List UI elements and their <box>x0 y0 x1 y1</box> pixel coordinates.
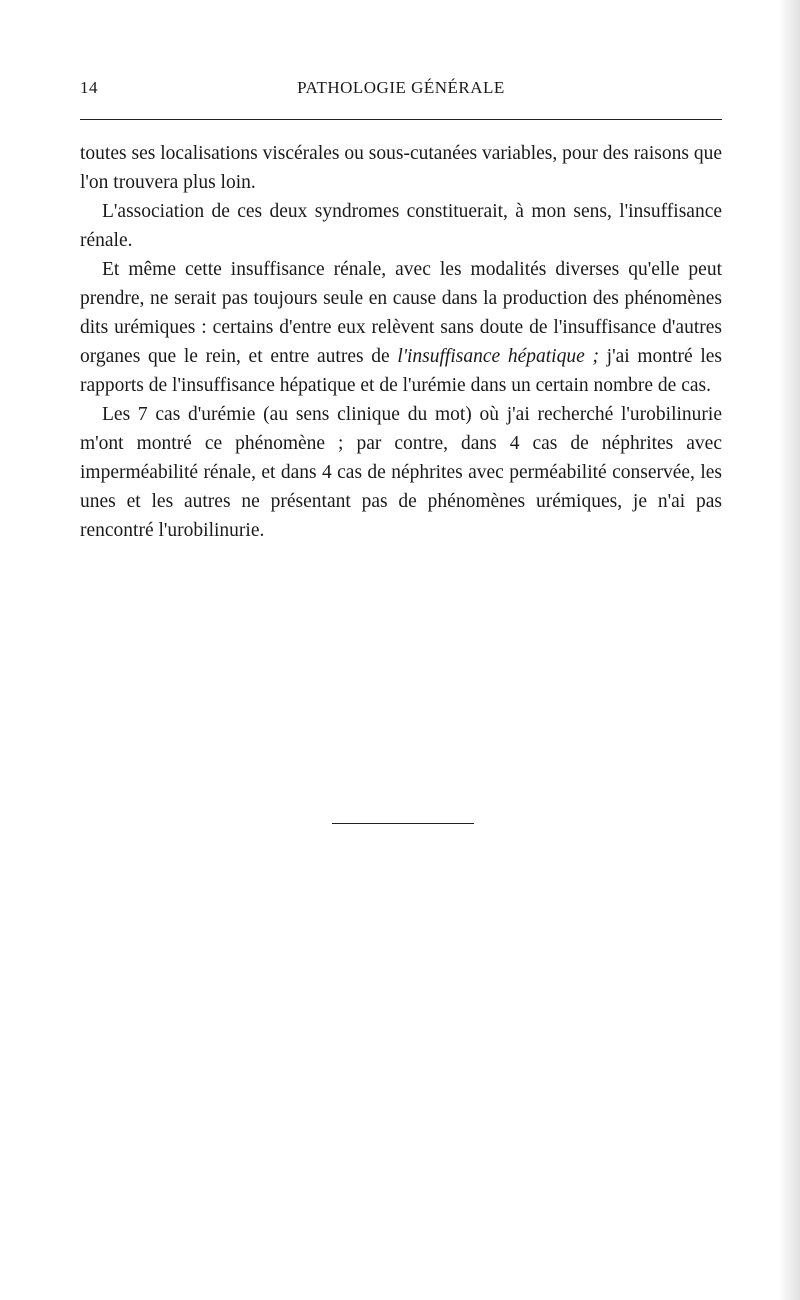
page-header <box>80 78 722 102</box>
paragraph-text: j'ai montré les rapports de l'insuffisance hépatique et de l'urémie dans un certain nombre de cas. <box>80 346 722 396</box>
page-number: 14 <box>80 78 98 97</box>
paragraph: L'association de ces deux syndromes constituerait, à mon sens, l'insuffisance rénale. <box>80 201 722 251</box>
paragraph: toutes ses localisations viscérales ou sous-cutanées variables, pour des raisons que l'on trouvera plus loin. <box>80 143 722 193</box>
section-end-rule <box>332 823 474 824</box>
scan-edge-shadow <box>778 0 800 1300</box>
header-rule <box>80 119 722 120</box>
emphasized-phrase: l'insuffisance hépatique ; <box>397 346 599 367</box>
running-title: PATHOLOGIE GÉNÉRALE <box>297 78 505 97</box>
paragraph: Les 7 cas d'urémie (au sens clinique du mot) où j'ai recherché l'urobilinurie m'ont montré ce phénomène ; par contre, dans 4 cas de néphrites avec imperméabilité rénale, et dans 4 cas de néphrites avec perméabilité conservée, les unes et les autres ne présentant pas de phénomènes urémiques, je n'ai pas rencontré l'urobilinurie. <box>80 404 722 541</box>
body-text <box>80 139 722 545</box>
paragraph-text: Et même cette insuffisance rénale, avec les modalités diverses qu'elle peut prendre, ne serait pas toujours seule en cause dans la production des phénomènes dits urémiques : certains d'entre eux relèvent sans doute de l'insuffisance d'autres organes que le rein, et entre autres de <box>80 259 722 367</box>
paragraph <box>80 255 722 400</box>
